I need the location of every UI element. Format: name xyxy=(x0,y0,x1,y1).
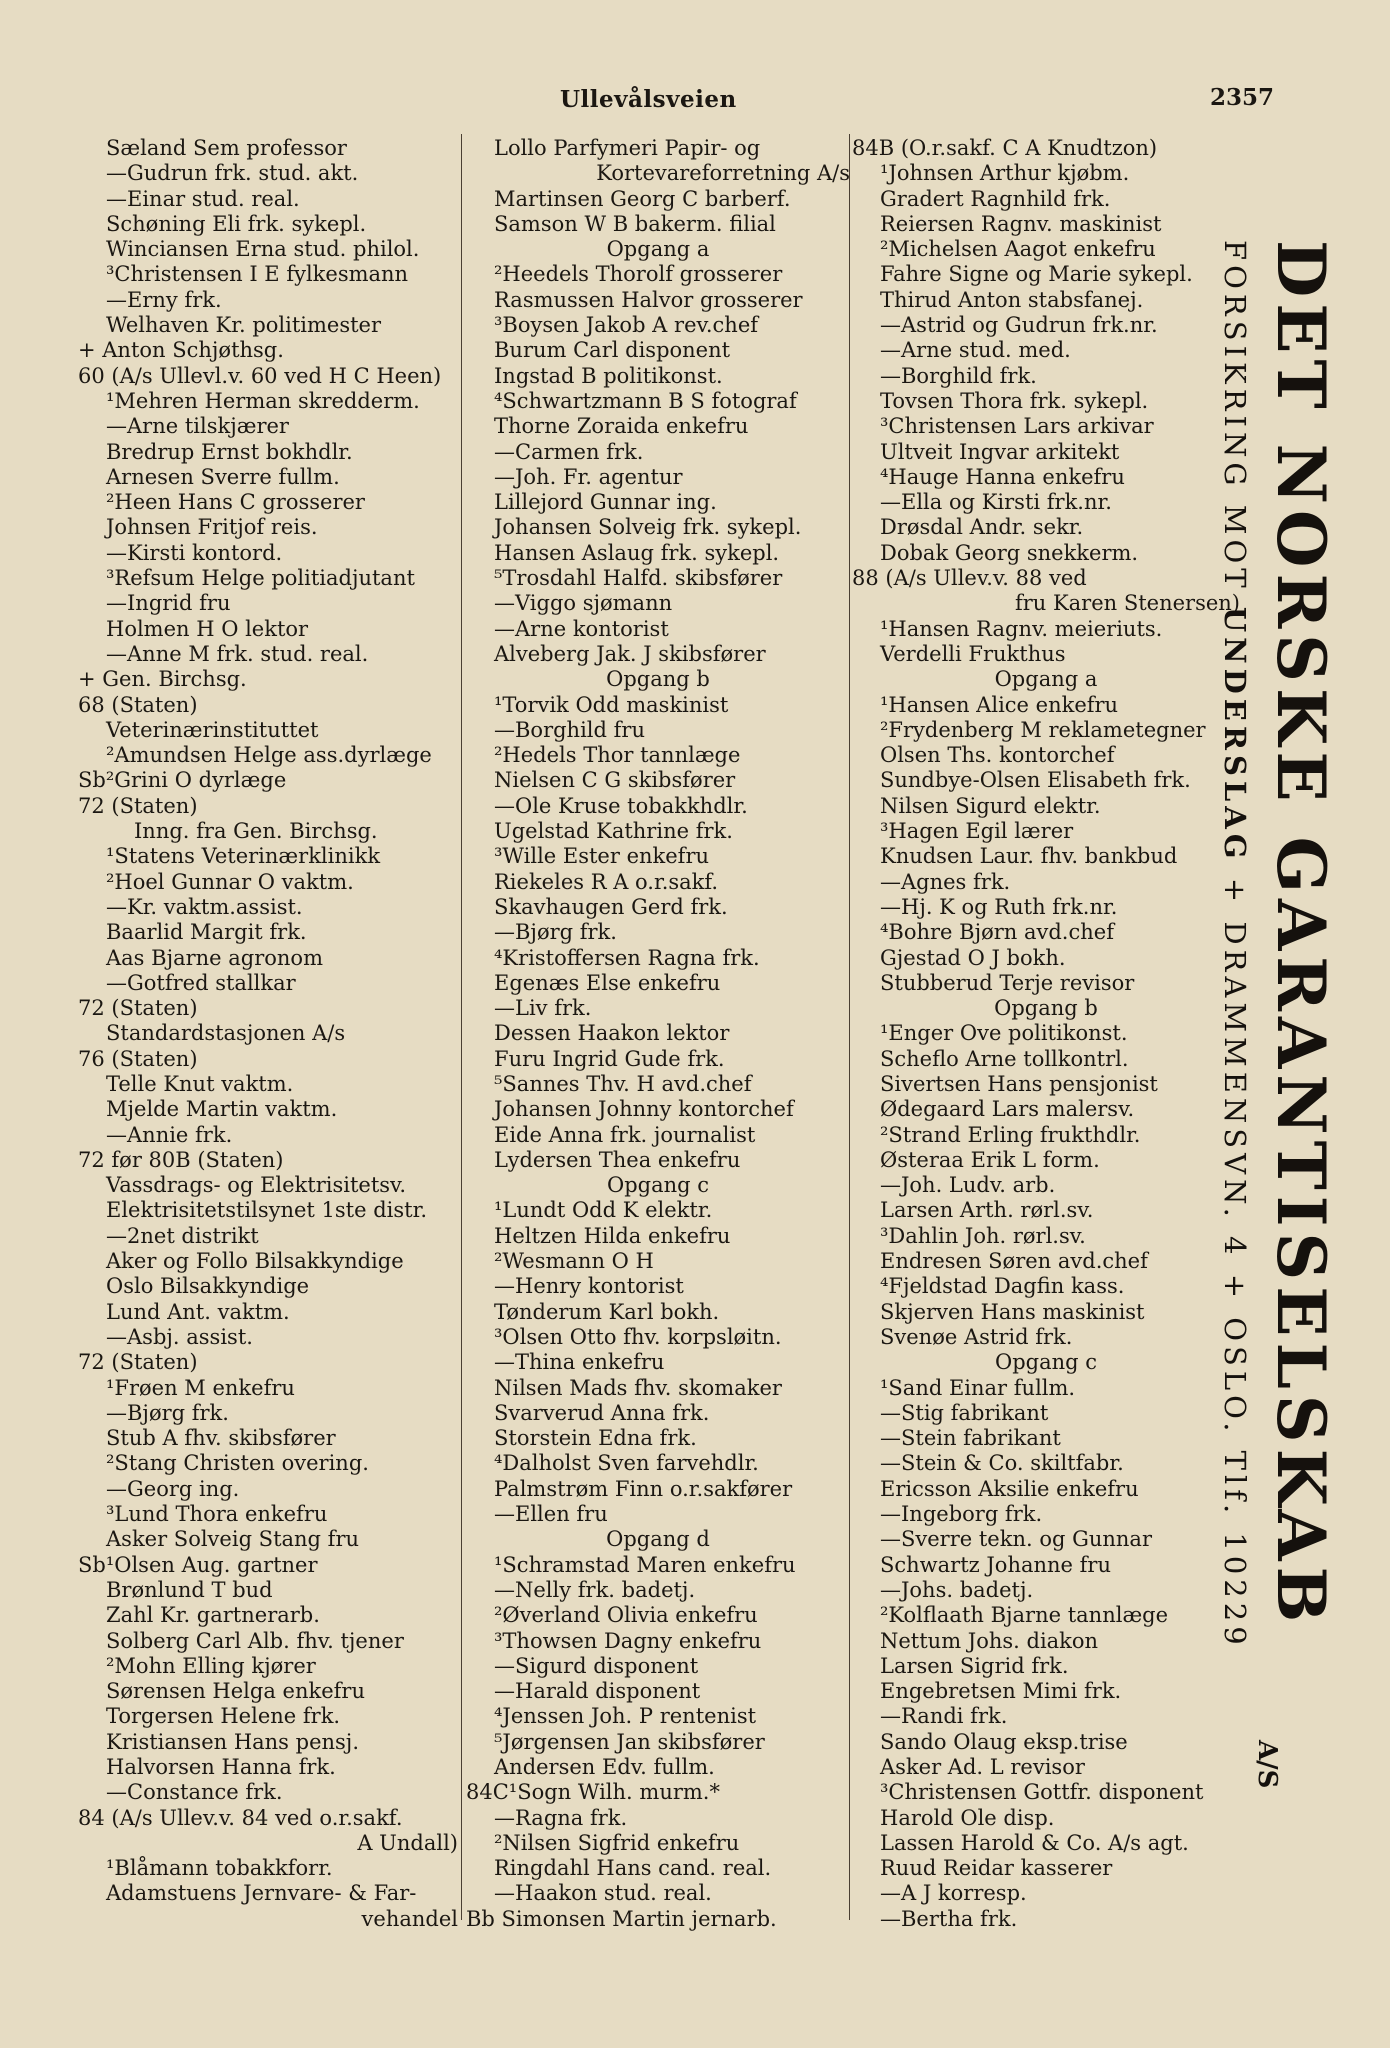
directory-entry: ⁵Jørgensen Jan skibsfører xyxy=(494,1729,765,1754)
directory-entry: ⁴Fjeldstad Dagfin kass. xyxy=(880,1274,1125,1299)
directory-entry: + Gen. Birchsg. xyxy=(78,667,247,692)
directory-entry: —Ingeborg frk. xyxy=(880,1502,1043,1527)
directory-entry: Sando Olaug eksp.trise xyxy=(880,1729,1128,1754)
directory-entry: Tovsen Thora frk. sykepl. xyxy=(880,388,1149,413)
directory-entry: Endresen Søren avd.chef xyxy=(880,1249,1148,1274)
directory-entry: —Harald disponent xyxy=(494,1679,701,1704)
directory-entry: —Einar stud. real. xyxy=(106,186,300,211)
directory-entry: 84B (O.r.sakf. C A Knudtzon) xyxy=(852,136,1158,160)
directory-entry: Winciansen Erna stud. philol. xyxy=(106,237,420,262)
directory-entry: 84 (A/s Ullev.v. 84 ved o.r.sakf. xyxy=(78,1805,403,1830)
directory-entry: ³Dahlin Joh. rørl.sv. xyxy=(880,1223,1086,1248)
directory-entry: A Undall) xyxy=(357,1830,458,1855)
directory-entry: Tønderum Karl bokh. xyxy=(494,1299,720,1324)
section-heading: Opgang c xyxy=(994,1350,1098,1375)
column-divider xyxy=(461,134,462,1920)
directory-entry: —Randi frk. xyxy=(880,1704,1008,1729)
directory-entry: ³Boysen Jakob A rev.chef xyxy=(494,313,759,338)
directory-entry: Stub A fhv. skibsfører xyxy=(106,1426,336,1451)
directory-entry: Stubberud Terje revisor xyxy=(880,970,1135,995)
directory-entry: 72 før 80B (Staten) xyxy=(78,1147,284,1172)
directory-entry: —Annie frk. xyxy=(106,1122,233,1147)
directory-entry: —Anne M frk. stud. real. xyxy=(106,641,369,666)
directory-entry: —Bertha frk. xyxy=(880,1906,1018,1931)
directory-entry: Sæland Sem professor xyxy=(106,136,347,160)
directory-entry: Kristiansen Hans pensj. xyxy=(106,1729,359,1754)
directory-entry: Elektrisitetstilsynet 1ste distr. xyxy=(106,1198,428,1223)
directory-entry: Schøning Eli frk. sykepl. xyxy=(106,211,367,236)
directory-entry: 72 (Staten) xyxy=(78,1350,198,1375)
directory-entry: 68 (Staten) xyxy=(78,692,198,717)
directory-entry: ¹Frøen M enkefru xyxy=(106,1375,295,1400)
directory-entry: fru Karen Stenersen) xyxy=(1014,591,1240,616)
directory-entry: Lollo Parfymeri Papir- og xyxy=(494,136,761,160)
directory-entry: Østeraa Erik L form. xyxy=(880,1147,1100,1172)
directory-entry: —Nelly frk. badetj. xyxy=(494,1577,696,1602)
directory-entry: ³Olsen Otto fhv. korpsløitn. xyxy=(494,1324,782,1349)
directory-entry: Eide Anna frk. journalist xyxy=(494,1122,756,1147)
directory-entry: Burum Carl disponent xyxy=(494,338,731,363)
directory-entry: —A J korresp. xyxy=(880,1881,1027,1906)
section-heading: Opgang a xyxy=(994,667,1098,692)
directory-entry: ²Øverland Olivia enkefru xyxy=(494,1603,758,1628)
directory-entry: ⁴Dalholst Sven farvehdlr. xyxy=(494,1451,759,1476)
directory-entry: —Haakon stud. real. xyxy=(494,1881,712,1906)
directory-entry: —Stein fabrikant xyxy=(880,1426,1061,1451)
directory-entry: —Sigurd disponent xyxy=(494,1653,699,1678)
directory-entry: ¹Hansen Alice enkefru xyxy=(880,692,1119,717)
directory-entry: ²Frydenberg M reklametegner xyxy=(880,717,1206,742)
directory-entry: ¹Johnsen Arthur kjøbm. xyxy=(880,161,1130,186)
directory-entry: Zahl Kr. gartnerarb. xyxy=(106,1603,320,1628)
directory-entry: —Stig fabrikant xyxy=(880,1400,1049,1425)
directory-entry: Ugelstad Kathrine frk. xyxy=(494,819,733,844)
directory-entry: Reiersen Ragnv. maskinist xyxy=(880,211,1162,236)
directory-entry: —Viggo sjømann xyxy=(494,591,673,616)
directory-entry: —Arne stud. med. xyxy=(880,338,1071,363)
directory-entry: Halvorsen Hanna frk. xyxy=(106,1755,336,1779)
directory-entry: Lund Ant. vaktm. xyxy=(106,1299,290,1324)
directory-entry: Nilsen Sigurd elektr. xyxy=(880,793,1101,818)
directory-entry: 72 (Staten) xyxy=(78,996,198,1021)
directory-entry: Samson W B bakerm. filial xyxy=(494,211,776,236)
directory-entry: ¹Torvik Odd maskinist xyxy=(494,692,729,717)
directory-entry: Knudsen Laur. fhv. bankbud xyxy=(880,844,1178,869)
directory-entry: ²Hoel Gunnar O vaktm. xyxy=(106,869,354,894)
directory-entry: Thorne Zoraida enkefru xyxy=(494,414,749,439)
directory-entry: ³Christensen Lars arkivar xyxy=(880,414,1154,439)
directory-entry: —Arne kontorist xyxy=(494,616,669,641)
directory-entry: ¹Lundt Odd K elektr. xyxy=(494,1198,713,1223)
directory-entry: —Sverre tekn. og Gunnar xyxy=(880,1527,1152,1552)
directory-entry: Johansen Johnny kontorchef xyxy=(494,1097,794,1122)
directory-entry: ¹Mehren Herman skredderm. xyxy=(106,388,420,413)
directory-entry: Ericsson Aksilie enkefru xyxy=(880,1476,1139,1501)
directory-entry: —Arne tilskjærer xyxy=(106,414,289,439)
directory-entry: Alveberg Jak. J skibsfører xyxy=(494,641,766,666)
directory-entry: —Borghild frk. xyxy=(880,363,1037,388)
directory-entry: Svenøe Astrid frk. xyxy=(880,1324,1073,1349)
directory-entry: Thirud Anton stabsfanej. xyxy=(880,287,1144,312)
directory-entry: —Carmen frk. xyxy=(494,439,644,464)
directory-entry: Verdelli Frukthus xyxy=(880,641,1066,666)
directory-entry: —Kirsti kontord. xyxy=(106,540,283,565)
directory-entry: Brønlund T bud xyxy=(106,1577,273,1602)
directory-entry: ³Christensen I E fylkesmann xyxy=(106,262,409,287)
directory-entry: —Henry kontorist xyxy=(494,1274,684,1299)
directory-entry: —Stein & Co. skiltfabr. xyxy=(880,1451,1124,1476)
directory-entry: ¹Sand Einar fullm. xyxy=(880,1375,1076,1400)
directory-entry: 88 (A/s Ullev.v. 88 ved xyxy=(852,566,1087,591)
directory-entry: Aker og Follo Bilsakkyndige xyxy=(106,1249,404,1274)
directory-entry: —2net distrikt xyxy=(106,1223,259,1248)
directory-entry: Sb¹Olsen Aug. gartner xyxy=(78,1552,318,1577)
directory-entry: Dobak Georg snekkerm. xyxy=(880,540,1139,565)
directory-entry: Lillejord Gunnar ing. xyxy=(494,490,717,515)
advert-suffix: A/S xyxy=(1252,1740,1282,1789)
section-heading: Opgang b xyxy=(606,667,710,692)
directory-entry: —Bjørg frk. xyxy=(106,1400,229,1425)
directory-entry: —Astrid og Gudrun frk.nr. xyxy=(880,313,1158,338)
directory-entry: Ringdahl Hans cand. real. xyxy=(494,1856,772,1881)
directory-entry: ⁴Bohre Bjørn avd.chef xyxy=(880,920,1114,945)
directory-entry: ⁴Kristoffersen Ragna frk. xyxy=(494,945,760,970)
directory-entry: Mjelde Martin vaktm. xyxy=(106,1097,338,1122)
directory-entry: —Ingrid fru xyxy=(106,591,231,616)
directory-entry: ⁴Schwartzmann B S fotograf xyxy=(494,388,797,413)
directory-entry: ²Hedels Thor tannlæge xyxy=(494,743,741,768)
directory-entry: Hansen Aslaug frk. sykepl. xyxy=(494,540,780,565)
directory-entry: Baarlid Margit frk. xyxy=(106,920,307,945)
directory-entry: Martinsen Georg C barberf. xyxy=(494,186,791,211)
page-title: Ullevålsveien xyxy=(560,86,737,113)
directory-entry: Riekeles R A o.r.sakf. xyxy=(494,869,719,894)
directory-entry: —Johs. badetj. xyxy=(880,1577,1034,1602)
directory-entry: Skjerven Hans maskinist xyxy=(880,1299,1145,1324)
directory-entry: ²Mohn Elling kjører xyxy=(106,1653,316,1678)
directory-entry: —Ragna frk. xyxy=(494,1805,628,1830)
directory-entry: Ødegaard Lars malersv. xyxy=(880,1097,1135,1122)
directory-entry: ³Christensen Gottfr. disponent xyxy=(880,1780,1204,1805)
directory-entry: 72 (Staten) xyxy=(78,793,198,818)
directory-entry: Sivertsen Hans pensjonist xyxy=(880,1071,1158,1096)
directory-entry: Svarverud Anna frk. xyxy=(494,1400,710,1425)
directory-entry: ²Michelsen Aagot enkefru xyxy=(880,237,1156,262)
directory-entry: ²Kolflaath Bjarne tannlæge xyxy=(880,1603,1169,1628)
section-heading: Opgang b xyxy=(994,996,1098,1021)
section-heading: Opgang c xyxy=(606,1173,710,1198)
directory-entry: Johnsen Fritjof reis. xyxy=(106,515,318,540)
directory-entry: ¹Schramstad Maren enkefru xyxy=(494,1552,796,1577)
directory-entry: ³Lund Thora enkefru xyxy=(106,1502,328,1527)
directory-entry: Nettum Johs. diakon xyxy=(880,1628,1099,1653)
directory-entry: Nielsen C G skibsfører xyxy=(494,768,736,793)
directory-entry: 84C¹Sogn Wilh. murm.* xyxy=(466,1780,720,1805)
directory-entry: Rasmussen Halvor grosserer xyxy=(494,287,803,312)
directory-entry: Telle Knut vaktm. xyxy=(106,1071,294,1096)
directory-entry: —Ole Kruse tobakkhdlr. xyxy=(494,793,748,818)
directory-entry: Standardstasjonen A/s xyxy=(106,1021,346,1046)
advert-tagline xyxy=(1218,240,1252,1650)
directory-column-3 xyxy=(852,136,1240,1932)
directory-column-2 xyxy=(466,136,850,1932)
page-number: 2357 xyxy=(1210,84,1275,111)
directory-entry: —Kr. vaktm.assist. xyxy=(106,894,303,919)
directory-entry: Holmen H O lektor xyxy=(106,616,309,641)
directory-entry: ²Strand Erling frukthdlr. xyxy=(880,1122,1141,1147)
directory-entry: —Ellen fru xyxy=(494,1502,608,1527)
directory-entry: —Thina enkefru xyxy=(494,1350,665,1375)
directory-entry: Skavhaugen Gerd frk. xyxy=(494,894,728,919)
directory-entry: Larsen Sigrid frk. xyxy=(880,1653,1069,1678)
directory-entry: Schwartz Johanne fru xyxy=(880,1552,1111,1577)
directory-entry: Larsen Arth. rørl.sv. xyxy=(880,1198,1094,1223)
section-heading: Opgang d xyxy=(606,1527,710,1552)
directory-entry: —Asbj. assist. xyxy=(106,1324,253,1349)
advert-company-name: DET NORSKE GARANTISELSKAB xyxy=(1262,240,1340,1629)
directory-entry: ³Hagen Egil lærer xyxy=(880,819,1074,844)
directory-entry: Solberg Carl Alb. fhv. tjener xyxy=(106,1628,404,1653)
directory-entry: Asker Solveig Stang fru xyxy=(106,1527,360,1552)
directory-entry: —Joh. Fr. agentur xyxy=(494,464,683,489)
directory-entry: Arnesen Sverre fullm. xyxy=(106,464,340,489)
directory-entry: Inng. fra Gen. Birchsg. xyxy=(134,819,378,844)
advert-tagline-address: + DRAMMENSVN. 4 + OSLO. Tlf. 10229 xyxy=(1218,863,1252,1650)
directory-entry: ⁵Sannes Thv. H avd.chef xyxy=(494,1071,752,1096)
directory-entry: Fahre Signe og Marie sykepl. xyxy=(880,262,1193,287)
directory-entry: —Hj. K og Ruth frk.nr. xyxy=(880,894,1118,919)
directory-entry: Dessen Haakon lektor xyxy=(494,1021,730,1046)
directory-entry: Engebretsen Mimi frk. xyxy=(880,1679,1122,1704)
directory-entry: —Erny frk. xyxy=(106,287,222,312)
directory-entry: Heltzen Hilda enkefru xyxy=(494,1223,731,1248)
directory-entry: Welhaven Kr. politimester xyxy=(106,313,382,338)
directory-entry: + Anton Schjøthsg. xyxy=(78,338,284,363)
directory-entry: —Borghild fru xyxy=(494,717,645,742)
directory-entry: ⁴Hauge Hanna enkefru xyxy=(880,464,1125,489)
directory-entry: —Gudrun frk. stud. akt. xyxy=(106,161,359,186)
directory-entry: 60 (A/s Ullevl.v. 60 ved H C Heen) xyxy=(78,363,442,388)
section-heading: Opgang a xyxy=(606,237,710,262)
directory-entry: ¹Hansen Ragnv. meieriuts. xyxy=(880,616,1163,641)
advert-tagline-part: FORSIKRING MOT xyxy=(1218,240,1252,607)
directory-entry: Egenæs Else enkefru xyxy=(494,970,721,995)
directory-entry: —Constance frk. xyxy=(106,1780,283,1805)
directory-entry: Lydersen Thea enkefru xyxy=(494,1147,741,1172)
directory-entry: —Georg ing. xyxy=(106,1476,240,1501)
directory-entry: Scheflo Arne tollkontrl. xyxy=(880,1046,1129,1071)
directory-entry: ²Stang Christen overing. xyxy=(106,1451,369,1476)
directory-entry: —Liv frk. xyxy=(494,996,592,1021)
directory-entry: ¹Enger Ove politikonst. xyxy=(880,1021,1128,1046)
directory-entry: Nilsen Mads fhv. skomaker xyxy=(494,1375,782,1400)
directory-entry: Andersen Edv. fullm. xyxy=(494,1755,715,1779)
directory-entry: Johansen Solveig frk. sykepl. xyxy=(494,515,802,540)
directory-entry: Torgersen Helene frk. xyxy=(106,1704,341,1729)
directory-entry: —Agnes frk. xyxy=(880,869,1011,894)
directory-entry: —Gotfred stallkar xyxy=(106,970,296,995)
directory-entry: Harold Ole disp. xyxy=(880,1805,1055,1830)
directory-entry: Gradert Ragnhild frk. xyxy=(880,186,1111,211)
directory-entry: Sb²Grini O dyrlæge xyxy=(78,768,287,793)
directory-entry: Furu Ingrid Gude frk. xyxy=(494,1046,725,1071)
directory-entry: ²Amundsen Helge ass.dyrlæge xyxy=(106,743,432,768)
directory-entry: ¹Blåmann tobakkforr. xyxy=(106,1856,333,1881)
directory-entry: Veterinærinstituttet xyxy=(106,717,319,742)
directory-entry: ²Nilsen Sigfrid enkefru xyxy=(494,1830,740,1855)
advert-tagline-emphasis: UNDERSLAG xyxy=(1218,606,1252,864)
directory-entry: Ingstad B politikonst. xyxy=(494,363,723,388)
directory-entry: ³Thowsen Dagny enkefru xyxy=(494,1628,762,1653)
directory-entry: —Bjørg frk. xyxy=(494,920,617,945)
directory-entry: Oslo Bilsakkyndige xyxy=(106,1274,310,1299)
directory-entry: vehandel xyxy=(361,1906,458,1931)
directory-entry: ³Refsum Helge politiadjutant xyxy=(106,566,415,591)
directory-entry: Asker Ad. L revisor xyxy=(880,1755,1085,1779)
directory-entry: Bb Simonsen Martin jernarb. xyxy=(466,1906,777,1931)
directory-entry: Ruud Reidar kasserer xyxy=(880,1856,1113,1881)
directory-entry: Adamstuens Jernvare- & Far- xyxy=(106,1881,417,1906)
directory-entry: ²Wesmann O H xyxy=(494,1249,654,1274)
directory-entry: Olsen Ths. kontorchef xyxy=(880,743,1115,768)
directory-entry: ⁵Trosdahl Halfd. skibsfører xyxy=(494,566,783,591)
directory-entry: Kortevareforretning A/s xyxy=(596,161,850,186)
directory-entry: Ultveit Ingvar arkitekt xyxy=(880,439,1120,464)
directory-column-1 xyxy=(78,136,458,1932)
directory-entry: ¹Statens Veterinærklinikk xyxy=(106,844,381,869)
directory-entry: Aas Bjarne agronom xyxy=(106,945,323,970)
directory-entry: Sørensen Helga enkefru xyxy=(106,1679,365,1704)
directory-entry: —Ella og Kirsti frk.nr. xyxy=(880,490,1112,515)
directory-entry: ³Wille Ester enkefru xyxy=(494,844,710,869)
directory-entry: Storstein Edna frk. xyxy=(494,1426,697,1451)
directory-entry: Sundbye-Olsen Elisabeth frk. xyxy=(880,768,1191,793)
directory-entry: ⁴Jenssen Joh. P rentenist xyxy=(494,1704,757,1729)
directory-entry: —Joh. Ludv. arb. xyxy=(880,1173,1056,1198)
directory-entry: Drøsdal Andr. sekr. xyxy=(880,515,1084,540)
directory-entry: 76 (Staten) xyxy=(78,1046,198,1071)
directory-entry: ²Heedels Thorolf grosserer xyxy=(494,262,783,287)
directory-entry: Vassdrags- og Elektrisitetsv. xyxy=(106,1173,407,1198)
directory-entry: Gjestad O J bokh. xyxy=(880,945,1066,970)
directory-entry: ²Heen Hans C grosserer xyxy=(106,490,365,515)
directory-entry: Lassen Harold & Co. A/s agt. xyxy=(880,1830,1189,1855)
directory-entry: Bredrup Ernst bokhdlr. xyxy=(106,439,353,464)
directory-entry: Palmstrøm Finn o.r.sakfører xyxy=(494,1476,793,1501)
